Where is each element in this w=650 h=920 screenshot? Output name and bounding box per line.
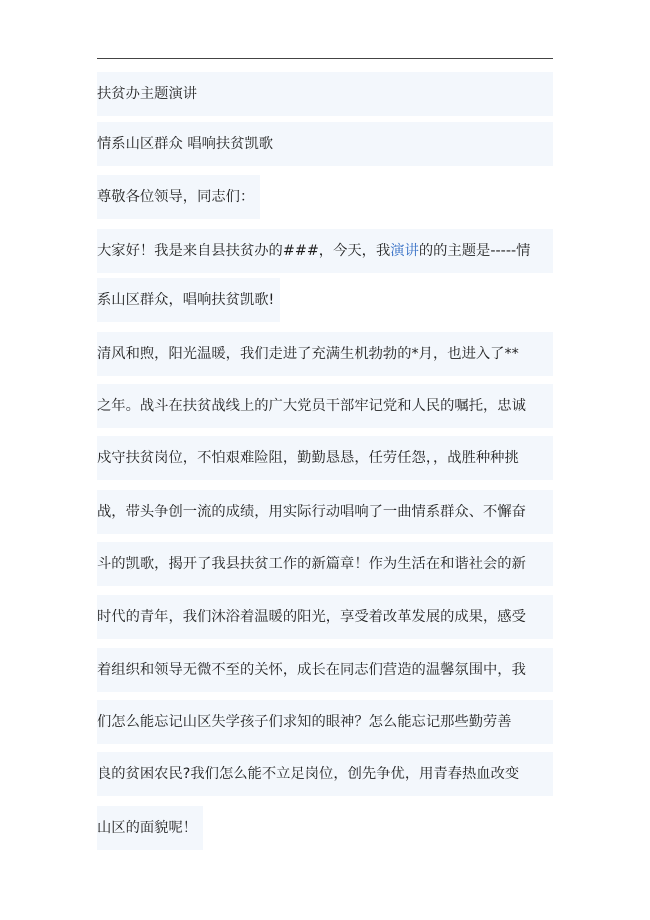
speech-link[interactable]: 演讲 [390, 243, 419, 259]
paragraph-2-line: 战，带头争创一流的成绩，用实际行动唱响了一曲情系群众、不懈奋 [97, 490, 553, 534]
paragraph-2-line: 着组织和领导无微不至的关怀，成长在同志们营造的温馨氛围中，我 [97, 648, 553, 692]
paragraph-2-line: 们怎么能忘记山区失学孩子们求知的眼神？怎么能忘记那些勤劳善 [97, 700, 553, 744]
document-subtitle: 情系山区群众 唱响扶贫凯歌 [97, 122, 553, 166]
paragraph-1-text-before: 大家好！我是来自县扶贫办的###，今天，我 [97, 243, 391, 259]
paragraph-2-line: 良的贫困农民?我们怎么能不立足岗位，创先争优，用青春热血改变 [97, 752, 553, 796]
salutation: 尊敬各位领导，同志们： [97, 175, 260, 219]
paragraph-2-line: 时代的青年，我们沐浴着温暖的阳光，享受着改革发展的成果，感受 [97, 595, 553, 639]
paragraph-1-line-1 [97, 229, 553, 273]
document-title: 扶贫办主题演讲 [97, 72, 553, 116]
paragraph-2-line: 之年。战斗在扶贫战线上的广大党员干部牢记党和人民的嘱托，忠诚 [97, 384, 553, 428]
paragraph-2-line: 斗的凯歌，揭开了我县扶贫工作的新篇章！作为生活在和谐社会的新 [97, 542, 553, 586]
paragraph-2-line: 戍守扶贫岗位，不怕艰难险阻，勤勤恳恳，任劳任怨，，战胜种种挑 [97, 436, 553, 480]
paragraph-1-line-2: 系山区群众，唱响扶贫凯歌! [97, 278, 280, 322]
paragraph-1-text-after: 的的主题是-----情 [418, 243, 531, 259]
paragraph-2-line: 山区的面貌呢！ [97, 806, 203, 850]
header-rule [97, 58, 553, 59]
paragraph-2-line: 清风和煦，阳光温暖，我们走进了充满生机勃勃的*月，也进入了** [97, 332, 553, 376]
